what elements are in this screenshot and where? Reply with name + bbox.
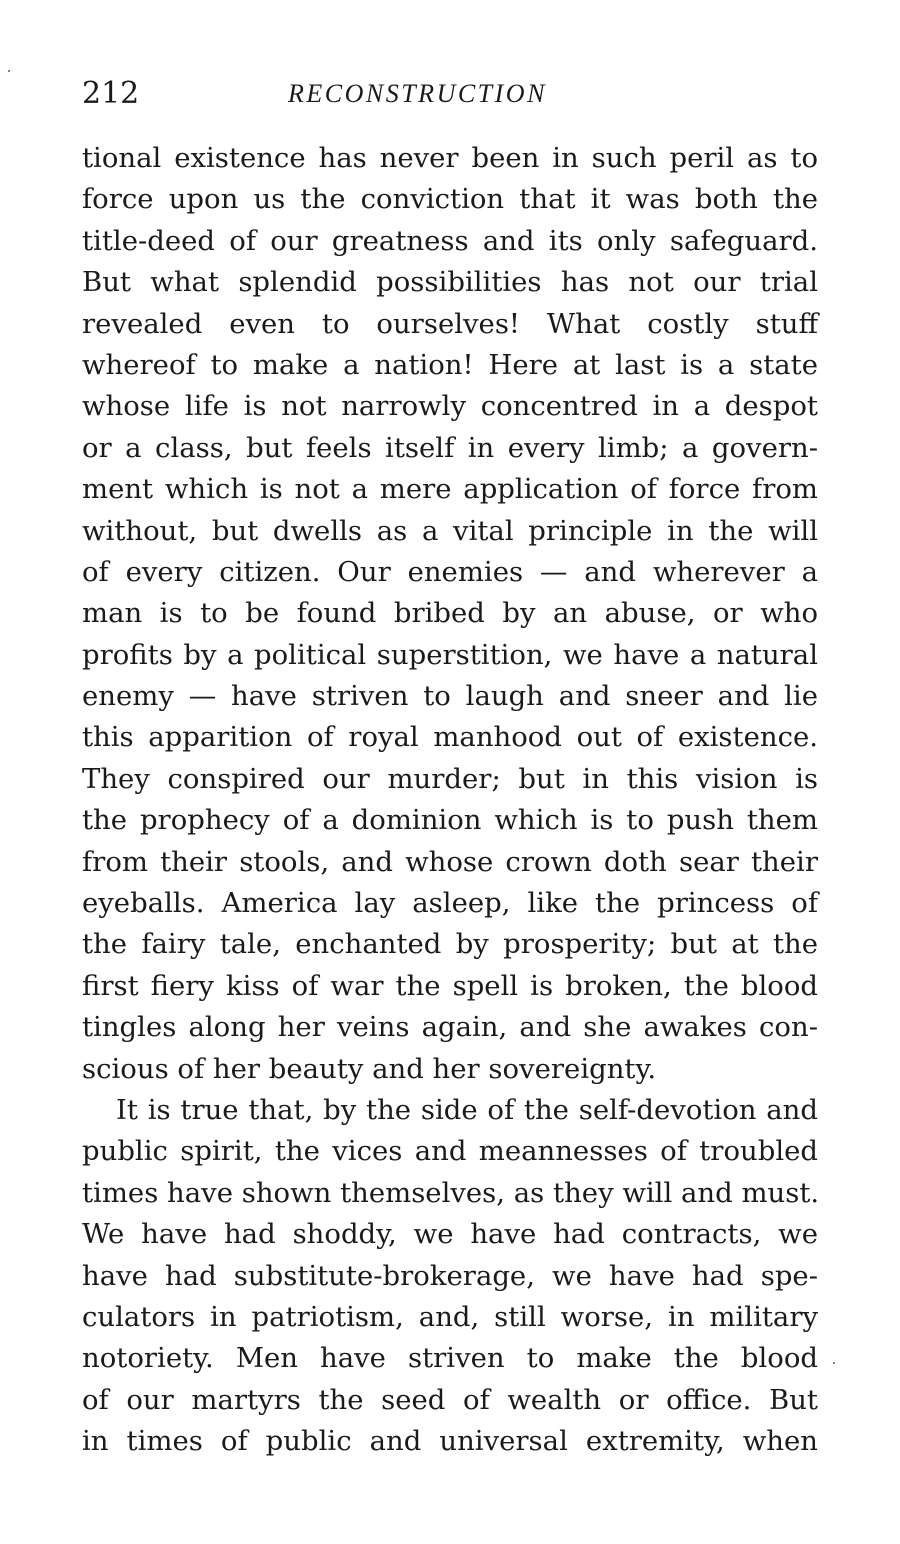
text-line: revealed even to ourselves! What costly stuff — [82, 307, 818, 340]
text-line: without, but dwells as a vital principle in the will — [82, 514, 818, 547]
text-line: this apparition of royal manhood out of existence. — [82, 721, 818, 754]
text-line: man is to be found bribed by an abuse, or who — [82, 597, 818, 630]
text-line: or a class, but feels itself in every limb; a govern- — [82, 431, 818, 464]
print-speck — [833, 1362, 835, 1364]
text-line: tingles along her veins again, and she awakes con- — [82, 1011, 818, 1044]
text-line: whereof to make a nation! Here at last is a state — [82, 348, 818, 381]
text-line: the fairy tale, enchanted by prosperity; but at the — [82, 928, 818, 961]
running-head: RECONSTRUCTION — [288, 79, 547, 108]
text-line: They conspired our murder; but in this vision is — [82, 762, 818, 795]
text-line: enemy — have striven to laugh and sneer and lie — [82, 680, 818, 713]
text-line: have had substitute-brokerage, we have had spe- — [82, 1259, 818, 1292]
text-line: times have shown themselves, as they will and must. — [82, 1176, 820, 1209]
text-line: of every citizen. Our enemies — and wherever a — [82, 555, 818, 588]
text-line: title-deed of our greatness and its only safeguard. — [82, 224, 818, 257]
text-line: profits by a political superstition, we have a natural — [82, 638, 818, 671]
text-line: tional existence has never been in such peril as to — [82, 142, 818, 174]
print-speck — [8, 70, 10, 72]
text-line: the prophecy of a dominion which is to push them — [82, 804, 818, 837]
text-line: scious of her beauty and her sovereignty. — [82, 1052, 657, 1085]
text-line: culators in patriotism, and, still worse, in military — [82, 1300, 818, 1333]
text-line: first fiery kiss of war the spell is broken, the blood — [82, 969, 818, 1002]
text-line: of our martyrs the seed of wealth or office. But — [82, 1383, 818, 1416]
page-header — [82, 72, 818, 116]
text-line: from their stools, and whose crown doth sear their — [82, 845, 818, 878]
text-line: in times of public and universal extremity, when — [82, 1425, 818, 1458]
text-line: eyeballs. America lay asleep, like the princess of — [82, 887, 818, 920]
body-text — [82, 138, 818, 1463]
text-line: It is true that, by the side of the self-devotion and — [116, 1093, 818, 1126]
text-line: ment which is not a mere application of force from — [82, 473, 818, 506]
text-line: We have had shoddy, we have had contracts, we — [82, 1218, 818, 1251]
paragraph-1 — [82, 138, 818, 1090]
text-line: public spirit, the vices and meannesses of troubled — [82, 1135, 818, 1168]
text-line: But what splendid possibilities has not our trial — [82, 266, 818, 299]
text-line: notoriety. Men have striven to make the blood — [82, 1342, 818, 1375]
text-line: force upon us the conviction that it was both the — [82, 183, 818, 216]
text-line: whose life is not narrowly concentred in a despot — [82, 390, 818, 423]
page-number: 212 — [82, 76, 140, 111]
paragraph-2 — [82, 1090, 818, 1463]
